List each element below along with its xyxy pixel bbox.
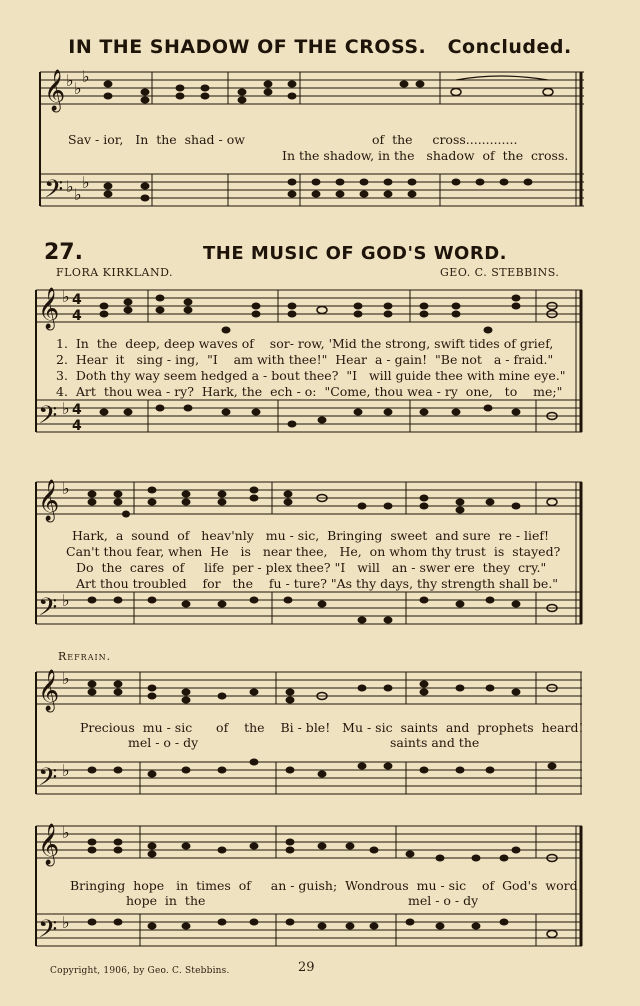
verse-1-line-b: Hark, a sound of heav'nly mu - sic, Bringing sweet and sure re - lief! [72, 528, 550, 543]
svg-text:𝄢: 𝄢 [38, 915, 58, 950]
composer-credit: GEO. C. STEBBINS. [440, 266, 560, 279]
verse-3-line-a: 3. Doth thy way seem hedged a - bout thee? "I will guide thee with mine eye." [56, 368, 566, 383]
svg-text:♭: ♭ [62, 591, 70, 610]
svg-text:♭: ♭ [62, 287, 70, 306]
verse-2-line-b: Can't thou fear, when He is near thee, He, on whom thy trust is stayed? [66, 544, 561, 559]
svg-text:♭: ♭ [62, 823, 70, 842]
hymn-number: 27. [44, 240, 83, 265]
hymn-title: THE MUSIC OF GOD'S WORD. [203, 243, 507, 264]
svg-text:♭: ♭ [74, 79, 82, 98]
svg-text:𝄞: 𝄞 [44, 70, 66, 111]
copyright-notice: Copyright, 1906, by Geo. C. Stebbins. [50, 966, 230, 976]
svg-text:♭: ♭ [62, 761, 70, 780]
svg-text:𝄞: 𝄞 [38, 670, 60, 711]
verse-1-line-a: 1. In the deep, deep waves of sor- row, 'Mid the strong, swift tides of grief, [56, 336, 554, 351]
svg-text:𝄞: 𝄞 [38, 824, 60, 865]
svg-text:𝄢: 𝄢 [38, 593, 58, 628]
verse-3-line-b: Do the cares of life per - plex thee? "I will an - swer ere they cry." [76, 560, 547, 575]
svg-text:♭: ♭ [82, 173, 90, 192]
system-e-staves [0, 818, 640, 968]
refrain-1-lyric-alto: mel - o - dy [128, 735, 199, 750]
header-suffix: Concluded. [447, 36, 572, 58]
svg-text:4: 4 [72, 402, 82, 418]
verse-2-line-a: 2. Hear it sing - ing, "I am with thee!" Hear a - gain! "Be not a - fraid." [56, 352, 554, 367]
svg-text:♭: ♭ [74, 185, 82, 204]
system-c-staves [0, 474, 640, 644]
lyricist-credit: FLORA KIRKLAND. [56, 266, 174, 279]
svg-text:𝄢: 𝄢 [38, 763, 58, 798]
svg-text:4: 4 [72, 292, 82, 308]
svg-text:♭: ♭ [66, 71, 74, 90]
system-a-lyric-3: In the shadow, in the shadow of the cross. [282, 148, 569, 163]
refrain-1-lyric-main: Precious mu - sic of the Bi - ble! Mu - sic saints and prophets heard! [80, 720, 584, 735]
svg-text:𝄞: 𝄞 [38, 288, 60, 329]
page-number: 29 [298, 960, 315, 975]
svg-text:♭: ♭ [62, 913, 70, 932]
svg-text:𝄢: 𝄢 [44, 175, 64, 210]
verse-4-line-a: 4. Art thou wea - ry? Hark, the ech - o: "Come, thou wea - ry one, to me;" [56, 384, 563, 399]
svg-text:♭: ♭ [62, 399, 70, 418]
svg-text:4: 4 [72, 418, 82, 434]
header-title: IN THE SHADOW OF THE CROSS. [68, 36, 427, 58]
svg-text:♭: ♭ [62, 669, 70, 688]
svg-text:♭: ♭ [82, 67, 90, 86]
svg-text:𝄞: 𝄞 [38, 480, 60, 521]
svg-text:♭: ♭ [62, 479, 70, 498]
refrain-2-lyric-main: Bringing hope in times of an - guish; Wondrous mu - sic of God's word! [70, 878, 583, 893]
system-b-staves [0, 282, 640, 452]
refrain-1-lyric-tenor: saints and the [390, 735, 480, 750]
svg-text:4: 4 [72, 308, 82, 324]
concluded-hymn-title [0, 36, 640, 58]
refrain-2-lyric-alto: hope in the [126, 893, 206, 908]
verse-4-line-b: Art thou troubled for the fu - ture? "As thy days, thy strength shall be." [76, 576, 559, 591]
refrain-label: Refrain. [58, 650, 112, 663]
system-a-lyric-1: Sav - ior, In the shad - ow [68, 132, 245, 147]
system-a-lyric-2: of the cross............. [372, 132, 518, 147]
svg-text:♭: ♭ [66, 177, 74, 196]
refrain-2-lyric-tenor: mel - o - dy [408, 893, 479, 908]
svg-text:𝄢: 𝄢 [38, 401, 58, 436]
